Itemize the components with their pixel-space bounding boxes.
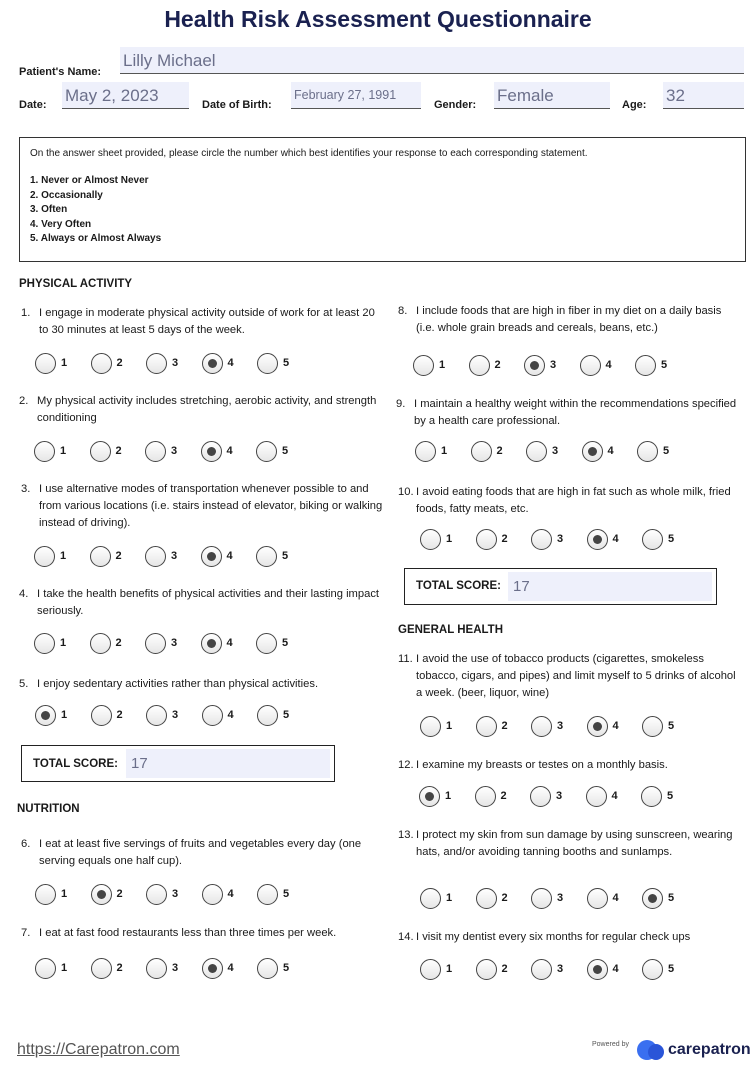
answer-option-1[interactable] <box>420 529 466 551</box>
dob-field[interactable]: February 27, 1991 <box>291 82 421 109</box>
answer-option-label: 3 <box>557 533 564 545</box>
radio-selected-icon[interactable] <box>202 353 223 374</box>
answer-group-9 <box>415 441 683 463</box>
answer-group-10 <box>420 529 688 551</box>
gender-label: Gender: <box>434 99 477 111</box>
answer-option-4[interactable] <box>201 546 247 568</box>
answer-option-1[interactable] <box>35 884 81 906</box>
radio-empty-icon[interactable] <box>257 884 278 905</box>
question-11 <box>398 651 743 702</box>
radio-empty-icon[interactable] <box>256 633 277 654</box>
radio-empty-icon[interactable] <box>420 888 441 909</box>
answer-option-label: 3 <box>171 445 178 457</box>
answer-option-label: 1 <box>446 720 453 732</box>
scale-option: 4. Very Often <box>30 218 92 230</box>
answer-option-2[interactable] <box>471 441 517 463</box>
answer-option-label: 5 <box>668 963 675 975</box>
answer-option-5[interactable] <box>642 959 688 981</box>
answer-option-5[interactable] <box>642 529 688 551</box>
answer-option-label: 4 <box>611 790 618 802</box>
answer-option-1[interactable] <box>35 705 81 727</box>
answer-option-3[interactable] <box>531 716 577 738</box>
scale-option: 3. Often <box>30 204 68 216</box>
answer-option-4[interactable] <box>202 705 248 727</box>
radio-empty-icon[interactable] <box>531 716 552 737</box>
answer-group-13 <box>420 888 688 910</box>
answer-option-label: 4 <box>227 962 234 974</box>
radio-empty-icon[interactable] <box>531 959 552 980</box>
age-label: Age: <box>622 99 647 111</box>
radio-empty-icon[interactable] <box>642 959 663 980</box>
answer-option-label: 4 <box>227 888 234 900</box>
radio-empty-icon[interactable] <box>642 529 663 550</box>
answer-option-3[interactable] <box>145 546 191 568</box>
radio-empty-icon[interactable] <box>586 786 607 807</box>
answer-option-3[interactable] <box>531 529 577 551</box>
answer-option-2[interactable] <box>476 529 522 551</box>
radio-empty-icon[interactable] <box>146 353 167 374</box>
answer-option-label: 5 <box>283 888 290 900</box>
radio-empty-icon[interactable] <box>420 959 441 980</box>
radio-empty-icon[interactable] <box>146 958 167 979</box>
answer-option-3[interactable] <box>524 355 570 377</box>
answer-option-5[interactable] <box>637 441 683 463</box>
radio-empty-icon[interactable] <box>34 546 55 567</box>
radio-selected-icon[interactable] <box>202 958 223 979</box>
radio-empty-icon[interactable] <box>476 529 497 550</box>
dob-label: Date of Birth: <box>202 99 272 111</box>
answer-option-1[interactable] <box>413 355 459 377</box>
gender-field[interactable]: Female <box>494 82 610 109</box>
radio-empty-icon[interactable] <box>90 441 111 462</box>
answer-option-5[interactable] <box>641 786 687 808</box>
answer-option-label: 5 <box>667 790 674 802</box>
question-5 <box>19 676 391 693</box>
question-text: I engage in moderate physical activity outside of work for at least 20 to 30 minutes at least 5 days of the week. <box>39 307 375 336</box>
radio-empty-icon[interactable] <box>256 441 277 462</box>
answer-option-label: 3 <box>556 790 563 802</box>
answer-group-2 <box>34 441 302 463</box>
answer-option-5[interactable] <box>635 355 681 377</box>
carepatron-logo-icon <box>636 1039 666 1061</box>
radio-empty-icon[interactable] <box>146 705 167 726</box>
question-text: I include foods that are high in fiber in my diet on a daily basis (i.e. whole grain breads and cereals, beans, etc.) <box>416 305 722 334</box>
answer-option-label: 2 <box>496 445 503 457</box>
answer-option-label: 2 <box>116 888 123 900</box>
question-text: My physical activity includes stretching, aerobic activity, and strength conditioning <box>37 395 377 424</box>
question-1 <box>21 305 381 339</box>
answer-option-label: 2 <box>494 359 501 371</box>
answer-option-label: 3 <box>172 888 179 900</box>
answer-option-label: 2 <box>115 445 122 457</box>
radio-empty-icon[interactable] <box>257 353 278 374</box>
answer-option-2[interactable] <box>90 546 136 568</box>
answer-option-1[interactable] <box>34 441 80 463</box>
question-number: 10. <box>398 486 414 498</box>
radio-empty-icon[interactable] <box>580 355 601 376</box>
answer-option-label: 1 <box>61 962 68 974</box>
answer-option-label: 5 <box>283 357 290 369</box>
answer-option-1[interactable] <box>420 959 466 981</box>
patient-name-label: Patient's Name: <box>19 66 102 78</box>
date-label: Date: <box>19 99 47 111</box>
section-physical-activity: PHYSICAL ACTIVITY <box>19 278 133 290</box>
question-number: 12. <box>398 759 414 771</box>
answer-option-label: 4 <box>612 720 619 732</box>
answer-option-2[interactable] <box>469 355 515 377</box>
answer-option-3[interactable] <box>146 705 192 727</box>
radio-empty-icon[interactable] <box>145 441 166 462</box>
total-score-physical-field[interactable]: 17 <box>126 749 330 778</box>
radio-empty-icon[interactable] <box>146 884 167 905</box>
radio-selected-icon[interactable] <box>587 529 608 550</box>
answer-option-label: 3 <box>557 963 564 975</box>
answer-option-label: 1 <box>60 550 67 562</box>
radio-empty-icon[interactable] <box>257 705 278 726</box>
answer-option-label: 2 <box>116 357 123 369</box>
answer-option-5[interactable] <box>256 441 302 463</box>
answer-option-2[interactable] <box>91 353 137 375</box>
answer-option-label: 5 <box>661 359 668 371</box>
radio-empty-icon[interactable] <box>35 884 56 905</box>
answer-option-label: 4 <box>612 892 619 904</box>
answer-option-label: 1 <box>61 357 68 369</box>
radio-empty-icon[interactable] <box>257 958 278 979</box>
question-number: 5. <box>19 678 29 690</box>
radio-empty-icon[interactable] <box>476 959 497 980</box>
answer-option-label: 2 <box>115 637 122 649</box>
answer-option-4[interactable] <box>202 353 248 375</box>
answer-option-label: 4 <box>607 445 614 457</box>
answer-option-1[interactable] <box>34 633 80 655</box>
radio-selected-icon[interactable] <box>91 884 112 905</box>
answer-option-1[interactable] <box>419 786 465 808</box>
date-field[interactable]: May 2, 2023 <box>62 82 189 109</box>
answer-option-label: 3 <box>557 892 564 904</box>
radio-empty-icon[interactable] <box>642 716 663 737</box>
question-number: 3. <box>21 483 31 495</box>
question-6 <box>21 836 381 870</box>
answer-group-12 <box>419 786 687 808</box>
answer-option-2[interactable] <box>91 705 137 727</box>
radio-empty-icon[interactable] <box>34 441 55 462</box>
question-4 <box>19 586 391 620</box>
answer-option-label: 1 <box>441 445 448 457</box>
answer-group-5 <box>35 705 303 727</box>
question-text: I examine my breasts or testes on a monthly basis. <box>416 759 668 771</box>
radio-selected-icon[interactable] <box>587 959 608 980</box>
answer-option-5[interactable] <box>256 546 302 568</box>
radio-selected-icon[interactable] <box>642 888 663 909</box>
question-10 <box>398 484 753 518</box>
question-2 <box>19 393 379 427</box>
radio-selected-icon[interactable] <box>524 355 545 376</box>
patient-name-field[interactable]: Lilly Michael <box>120 47 744 74</box>
answer-option-5[interactable] <box>257 884 303 906</box>
answer-option-3[interactable] <box>145 633 191 655</box>
scale-option: 2. Occasionally <box>30 189 103 201</box>
question-text: I use alternative modes of transportation whenever possible to and from various locations (i.e. stairs instead of elevator, biking or walking instead of driving). <box>39 483 383 529</box>
answer-option-label: 3 <box>550 359 557 371</box>
question-number: 2. <box>19 395 29 407</box>
answer-option-2[interactable] <box>91 884 137 906</box>
radio-empty-icon[interactable] <box>530 786 551 807</box>
answer-option-label: 1 <box>446 963 453 975</box>
answer-option-1[interactable] <box>420 888 466 910</box>
answer-option-label: 5 <box>283 962 290 974</box>
answer-group-6 <box>35 884 303 906</box>
answer-option-label: 1 <box>61 709 68 721</box>
question-number: 11. <box>398 653 413 665</box>
radio-empty-icon[interactable] <box>471 441 492 462</box>
answer-option-5[interactable] <box>256 633 302 655</box>
radio-empty-icon[interactable] <box>35 353 56 374</box>
answer-option-2[interactable] <box>91 958 137 980</box>
radio-empty-icon[interactable] <box>476 888 497 909</box>
radio-empty-icon[interactable] <box>587 888 608 909</box>
answer-option-3[interactable] <box>146 884 192 906</box>
total-score-box-nutrition <box>404 568 717 605</box>
answer-option-label: 4 <box>612 963 619 975</box>
question-number: 13. <box>398 829 414 841</box>
answer-group-3 <box>34 546 302 568</box>
answer-group-1 <box>35 353 303 375</box>
answer-option-label: 3 <box>171 637 178 649</box>
answer-option-label: 1 <box>60 637 67 649</box>
answer-option-3[interactable] <box>145 441 191 463</box>
answer-option-5[interactable] <box>257 353 303 375</box>
answer-option-label: 4 <box>226 445 233 457</box>
question-text: I avoid eating foods that are high in fat such as whole milk, fried foods, fatty meats, etc. <box>416 486 731 515</box>
answer-option-3[interactable] <box>526 441 572 463</box>
radio-empty-icon[interactable] <box>91 705 112 726</box>
radio-selected-icon[interactable] <box>35 705 56 726</box>
answer-option-2[interactable] <box>476 959 522 981</box>
answer-option-label: 3 <box>557 720 564 732</box>
instructions-box <box>19 137 746 262</box>
radio-empty-icon[interactable] <box>202 705 223 726</box>
answer-option-label: 4 <box>226 637 233 649</box>
answer-option-label: 2 <box>115 550 122 562</box>
question-text: I protect my skin from sun damage by using sunscreen, wearing hats, and/or avoiding tanning booths and sunlamps. <box>416 829 733 858</box>
radio-empty-icon[interactable] <box>90 546 111 567</box>
answer-option-label: 1 <box>61 888 68 900</box>
answer-option-label: 2 <box>500 790 507 802</box>
radio-selected-icon[interactable] <box>587 716 608 737</box>
radio-empty-icon[interactable] <box>641 786 662 807</box>
answer-option-label: 2 <box>116 709 123 721</box>
radio-empty-icon[interactable] <box>202 884 223 905</box>
answer-option-label: 5 <box>663 445 670 457</box>
radio-empty-icon[interactable] <box>420 529 441 550</box>
answer-option-label: 1 <box>60 445 67 457</box>
scale-option: 1. Never or Almost Never <box>30 175 149 186</box>
answer-option-4[interactable] <box>587 888 633 910</box>
total-score-box-physical <box>21 745 335 782</box>
question-text: I visit my dentist every six months for regular check ups <box>416 931 691 943</box>
answer-option-1[interactable] <box>35 958 81 980</box>
answer-option-label: 1 <box>446 892 453 904</box>
answer-option-2[interactable] <box>476 716 522 738</box>
powered-by-label: Powered by <box>592 1041 629 1048</box>
answer-option-2[interactable] <box>90 633 136 655</box>
radio-empty-icon[interactable] <box>145 546 166 567</box>
answer-option-5[interactable] <box>257 705 303 727</box>
question-13 <box>398 827 743 861</box>
radio-selected-icon[interactable] <box>201 546 222 567</box>
question-text: I avoid the use of tobacco products (cigarettes, smokeless tobacco, cigars, and pipes) and limit myself to 5 drinks of alcohol a week. (beer, liquor, wine) <box>416 653 736 699</box>
answer-option-4[interactable] <box>580 355 626 377</box>
answer-option-5[interactable] <box>257 958 303 980</box>
radio-selected-icon[interactable] <box>201 633 222 654</box>
radio-empty-icon[interactable] <box>413 355 434 376</box>
answer-option-label: 5 <box>668 720 675 732</box>
answer-option-2[interactable] <box>90 441 136 463</box>
answer-option-label: 2 <box>501 720 508 732</box>
question-number: 7. <box>21 927 31 939</box>
answer-option-3[interactable] <box>531 959 577 981</box>
question-text: I enjoy sedentary activities rather than physical activities. <box>37 678 319 690</box>
answer-option-4[interactable] <box>586 786 632 808</box>
answer-option-label: 4 <box>227 709 234 721</box>
answer-option-label: 5 <box>282 550 289 562</box>
radio-empty-icon[interactable] <box>90 633 111 654</box>
radio-empty-icon[interactable] <box>475 786 496 807</box>
answer-option-label: 2 <box>501 892 508 904</box>
question-text: I eat at fast food restaurants less than three times per week. <box>39 927 337 939</box>
answer-option-4[interactable] <box>587 716 633 738</box>
radio-empty-icon[interactable] <box>469 355 490 376</box>
answer-group-7 <box>35 958 303 980</box>
radio-selected-icon[interactable] <box>201 441 222 462</box>
answer-option-label: 5 <box>282 445 289 457</box>
question-3 <box>21 481 393 532</box>
answer-option-3[interactable] <box>530 786 576 808</box>
radio-empty-icon[interactable] <box>91 958 112 979</box>
answer-option-3[interactable] <box>531 888 577 910</box>
answer-option-label: 2 <box>116 962 123 974</box>
answer-option-1[interactable] <box>34 546 80 568</box>
answer-option-label: 5 <box>283 709 290 721</box>
answer-option-1[interactable] <box>420 716 466 738</box>
answer-option-label: 3 <box>552 445 559 457</box>
answer-option-4[interactable] <box>202 884 248 906</box>
answer-group-14 <box>420 959 688 981</box>
answer-option-4[interactable] <box>587 959 633 981</box>
answer-option-4[interactable] <box>202 958 248 980</box>
question-number: 8. <box>398 305 408 317</box>
answer-option-label: 3 <box>172 962 179 974</box>
question-number: 9. <box>396 398 406 410</box>
instructions-text: On the answer sheet provided, please circle the number which best identifies your response to each corresponding statement. <box>30 148 588 159</box>
answer-option-1[interactable] <box>35 353 81 375</box>
answer-option-5[interactable] <box>642 888 688 910</box>
answer-option-label: 5 <box>282 637 289 649</box>
answer-option-label: 3 <box>172 709 179 721</box>
answer-option-3[interactable] <box>146 958 192 980</box>
answer-option-4[interactable] <box>587 529 633 551</box>
answer-option-label: 4 <box>605 359 612 371</box>
answer-option-label: 2 <box>501 533 508 545</box>
answer-option-2[interactable] <box>476 888 522 910</box>
question-12 <box>398 757 743 774</box>
question-number: 6. <box>21 838 31 850</box>
answer-option-label: 4 <box>612 533 619 545</box>
answer-option-4[interactable] <box>201 441 247 463</box>
radio-empty-icon[interactable] <box>635 355 656 376</box>
question-14 <box>398 929 743 946</box>
answer-option-label: 3 <box>172 357 179 369</box>
answer-option-label: 3 <box>171 550 178 562</box>
radio-empty-icon[interactable] <box>531 888 552 909</box>
radio-empty-icon[interactable] <box>145 633 166 654</box>
answer-option-label: 1 <box>446 533 453 545</box>
radio-empty-icon[interactable] <box>637 441 658 462</box>
section-nutrition: NUTRITION <box>17 803 80 815</box>
answer-option-4[interactable] <box>582 441 628 463</box>
radio-empty-icon[interactable] <box>531 529 552 550</box>
question-text: I maintain a healthy weight within the recommendations specified by a health care professional. <box>414 398 737 427</box>
page-title: Health Risk Assessment Questionnaire <box>164 6 592 32</box>
radio-selected-icon[interactable] <box>582 441 603 462</box>
answer-option-4[interactable] <box>201 633 247 655</box>
carepatron-link[interactable]: https://Carepatron.com <box>17 1041 180 1058</box>
answer-group-11 <box>420 716 688 738</box>
radio-empty-icon[interactable] <box>34 633 55 654</box>
question-text: I take the health benefits of physical activities and their lasting impact seriously. <box>37 588 380 617</box>
question-number: 4. <box>19 588 29 600</box>
answer-option-5[interactable] <box>642 716 688 738</box>
answer-option-label: 1 <box>445 790 452 802</box>
answer-group-8 <box>413 355 681 377</box>
answer-option-label: 2 <box>501 963 508 975</box>
total-score-label: TOTAL SCORE: <box>416 580 501 592</box>
age-field[interactable]: 32 <box>663 82 744 109</box>
question-number: 14. <box>398 931 414 943</box>
answer-option-label: 4 <box>227 357 234 369</box>
radio-empty-icon[interactable] <box>526 441 547 462</box>
carepatron-wordmark: carepatron <box>668 1041 751 1058</box>
answer-option-label: 5 <box>668 533 675 545</box>
total-score-nutrition-field[interactable]: 17 <box>508 572 712 601</box>
question-7 <box>21 925 393 942</box>
answer-option-label: 4 <box>226 550 233 562</box>
section-general-health: GENERAL HEALTH <box>398 624 503 636</box>
total-score-label: TOTAL SCORE: <box>33 758 118 770</box>
scale-option: 5. Always or Almost Always <box>30 233 162 245</box>
radio-empty-icon[interactable] <box>476 716 497 737</box>
answer-option-2[interactable] <box>475 786 521 808</box>
question-8 <box>398 303 743 337</box>
answer-option-1[interactable] <box>415 441 461 463</box>
radio-empty-icon[interactable] <box>91 353 112 374</box>
radio-empty-icon[interactable] <box>35 958 56 979</box>
question-text: I eat at least five servings of fruits and vegetables every day (one serving equals one half cup). <box>39 838 362 867</box>
answer-option-3[interactable] <box>146 353 192 375</box>
radio-empty-icon[interactable] <box>420 716 441 737</box>
answer-option-label: 1 <box>439 359 446 371</box>
question-9 <box>396 396 741 430</box>
answer-option-label: 5 <box>668 892 675 904</box>
radio-selected-icon[interactable] <box>419 786 440 807</box>
radio-empty-icon[interactable] <box>415 441 436 462</box>
radio-empty-icon[interactable] <box>256 546 277 567</box>
answer-group-4 <box>34 633 302 655</box>
question-number: 1. <box>21 307 31 319</box>
